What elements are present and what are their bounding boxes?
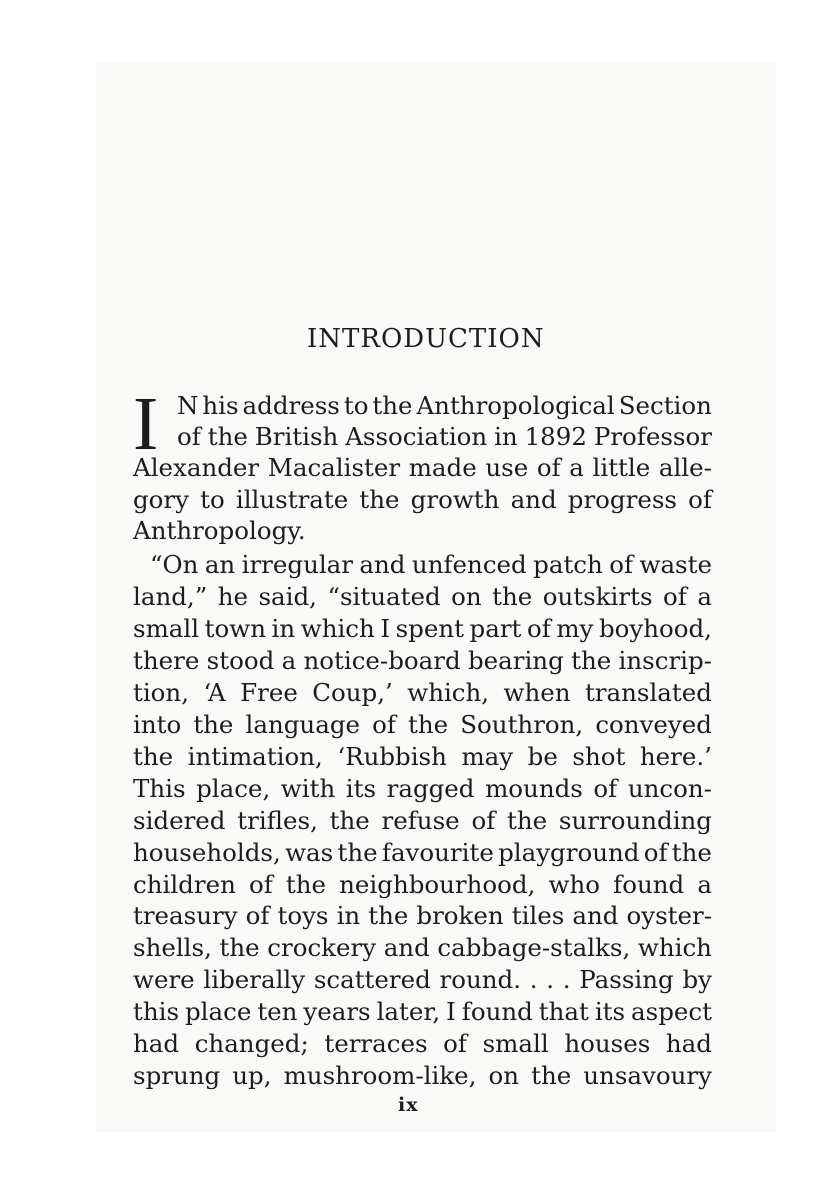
drop-cap: I [133,382,159,466]
word: had [665,1029,712,1058]
word: he [217,582,248,611]
word: an [204,550,236,579]
word: his [202,391,239,420]
word: that [538,997,589,1026]
word: found [461,997,533,1026]
word: stood [206,646,275,675]
word: sprung [133,1061,221,1090]
word: the [193,710,234,739]
word: to [343,391,369,420]
text-line: Anthropology. [133,516,306,545]
word: said, [258,582,317,611]
word: cabbage-stalks, [437,933,631,962]
word: and [359,550,406,579]
word: small [482,1029,549,1058]
word: Passing [579,965,674,994]
word: of [688,485,712,514]
word: Section [618,391,712,420]
word: tion, [133,678,189,707]
text-line [133,773,712,805]
word: translated [584,678,712,707]
word: conveyed [595,710,712,739]
word: tiles [511,901,565,930]
word: growth [410,485,500,514]
word: in [336,901,361,930]
word: spent [395,614,464,643]
word: of [177,422,201,451]
text-line [133,805,712,837]
word: notice-board [303,646,461,675]
word: made [408,453,477,482]
word: liberally [203,965,306,994]
word: mushroom-like, [283,1061,477,1090]
text-line [133,645,712,677]
text-line [177,421,712,453]
word: my [556,614,594,643]
text-line [133,1060,712,1092]
word: mounds [485,774,583,803]
word: use [485,453,529,482]
word: this [133,997,180,1026]
text-line [133,932,712,964]
word: the [492,582,533,611]
word: the [571,646,612,675]
word: the [359,485,400,514]
text-line [133,709,712,741]
word: little [592,453,651,482]
word: in [494,422,518,451]
word: sidered [133,806,226,835]
word: terraces [324,1029,428,1058]
word: the [368,901,409,930]
word: of [643,838,668,867]
word: uncon- [627,774,712,803]
word: the [219,933,260,962]
word: up, [232,1061,272,1090]
word: gory [133,485,189,514]
word: households, [133,838,281,867]
word: British [254,422,339,451]
word: its [345,774,377,803]
word: I [380,614,391,643]
word: here.’ [639,742,712,771]
word: the [133,742,174,771]
word: were [133,965,195,994]
word: of [248,870,273,899]
word: toys [277,901,329,930]
text-line [133,964,712,996]
text-line [133,837,712,869]
word: ‘A [203,678,226,707]
word: part [469,614,522,643]
word: found [613,870,685,899]
word: on [451,582,482,611]
word: playground [498,838,640,867]
word: irregular [241,550,353,579]
word: a [569,453,584,482]
word: Macalister [267,453,401,482]
word: Free [240,678,298,707]
word: Southron, [460,710,584,739]
text-line [133,581,712,613]
word: ragged [386,774,475,803]
word: of [593,774,618,803]
word: oyster- [626,901,712,930]
word: later, [376,997,441,1026]
word: “On [150,550,199,579]
word: intimation, [187,742,323,771]
word: there [133,646,200,675]
word: outskirts [542,582,653,611]
word: on [488,1061,520,1090]
word: the [285,870,327,899]
word: Alexander [133,453,260,482]
word: unsavoury [583,1061,712,1090]
word: houses [564,1029,651,1058]
word: when [503,678,571,707]
word: scattered [313,965,431,994]
word: which [300,614,375,643]
word: in [271,614,296,643]
word: boyhood, [598,614,712,643]
word: ten [257,997,298,1026]
word: neighbourhood, [339,870,536,899]
word: children [133,870,236,899]
word: address [242,391,340,420]
word: ‘Rubbish [337,742,447,771]
word: refuse [381,806,460,835]
word: the [207,422,248,451]
word: of [663,582,687,611]
word: of [536,453,561,482]
word: Professor [593,422,712,451]
word: of [372,710,396,739]
word: into [133,710,182,739]
word: of [471,806,496,835]
word: This [133,774,186,803]
word: broken [416,901,504,930]
word: which, [407,678,490,707]
word: be [527,742,558,771]
text-line [133,613,712,645]
text-line [133,996,712,1028]
chapter-heading: INTRODUCTION [307,324,545,354]
word: which [637,933,712,962]
word: the [337,838,378,867]
word: N [177,391,199,420]
word: language [245,710,361,739]
word: 1892 [524,422,587,451]
word: the [408,710,449,739]
word: was [285,838,334,867]
word: had [133,1029,180,1058]
word: Anthropological [416,391,615,420]
word: place [185,997,252,1026]
word: “situated [327,582,441,611]
word: . [529,965,538,994]
word: progress [567,485,677,514]
word: . [562,965,571,994]
text-line [133,869,712,901]
word: bearing [467,646,564,675]
word: . [546,965,555,994]
word: of [526,614,551,643]
word: of [609,550,634,579]
word: with [280,774,336,803]
text-line [150,549,712,581]
word: by [682,965,712,994]
word: its [594,997,626,1026]
page-number: ix [398,1094,419,1116]
word: place, [196,774,271,803]
word: may [461,742,514,771]
word: land,” [133,582,208,611]
word: the [671,838,712,867]
word: shells, [133,933,212,962]
word: and [383,933,430,962]
word: waste [639,550,712,579]
word: alle- [658,453,712,482]
word: treasury [133,901,238,930]
word: changed; [194,1029,309,1058]
word: crockery [267,933,377,962]
text-line [133,484,712,516]
word: a [697,870,712,899]
word: who [548,870,601,899]
word: the [507,806,548,835]
word: to [200,485,225,514]
word: patch [533,550,603,579]
text-line [133,452,712,484]
word: and [572,901,619,930]
word: unfenced [411,550,527,579]
text-line [133,677,712,709]
text-line [133,1028,712,1060]
word: of [245,901,270,930]
word: a [697,582,712,611]
word: years [303,997,371,1026]
word: and [510,485,557,514]
word: small [133,614,200,643]
word: illustrate [235,485,349,514]
word: shot [572,742,626,771]
word: a [281,646,297,675]
word: favourite [381,838,494,867]
word: town [204,614,266,643]
word: the [329,806,370,835]
word: of [443,1029,467,1058]
text-line [133,741,712,773]
text-line [133,900,712,932]
text-line [177,390,712,422]
word: aspect [631,997,712,1026]
word: I [446,997,456,1026]
word: Association [345,422,488,451]
word: surrounding [558,806,712,835]
word: the [372,391,413,420]
word: round. [439,965,522,994]
word: inscrip- [618,646,712,675]
word: the [531,1061,572,1090]
word: Coup,’ [312,678,393,707]
word: trifles, [237,806,318,835]
